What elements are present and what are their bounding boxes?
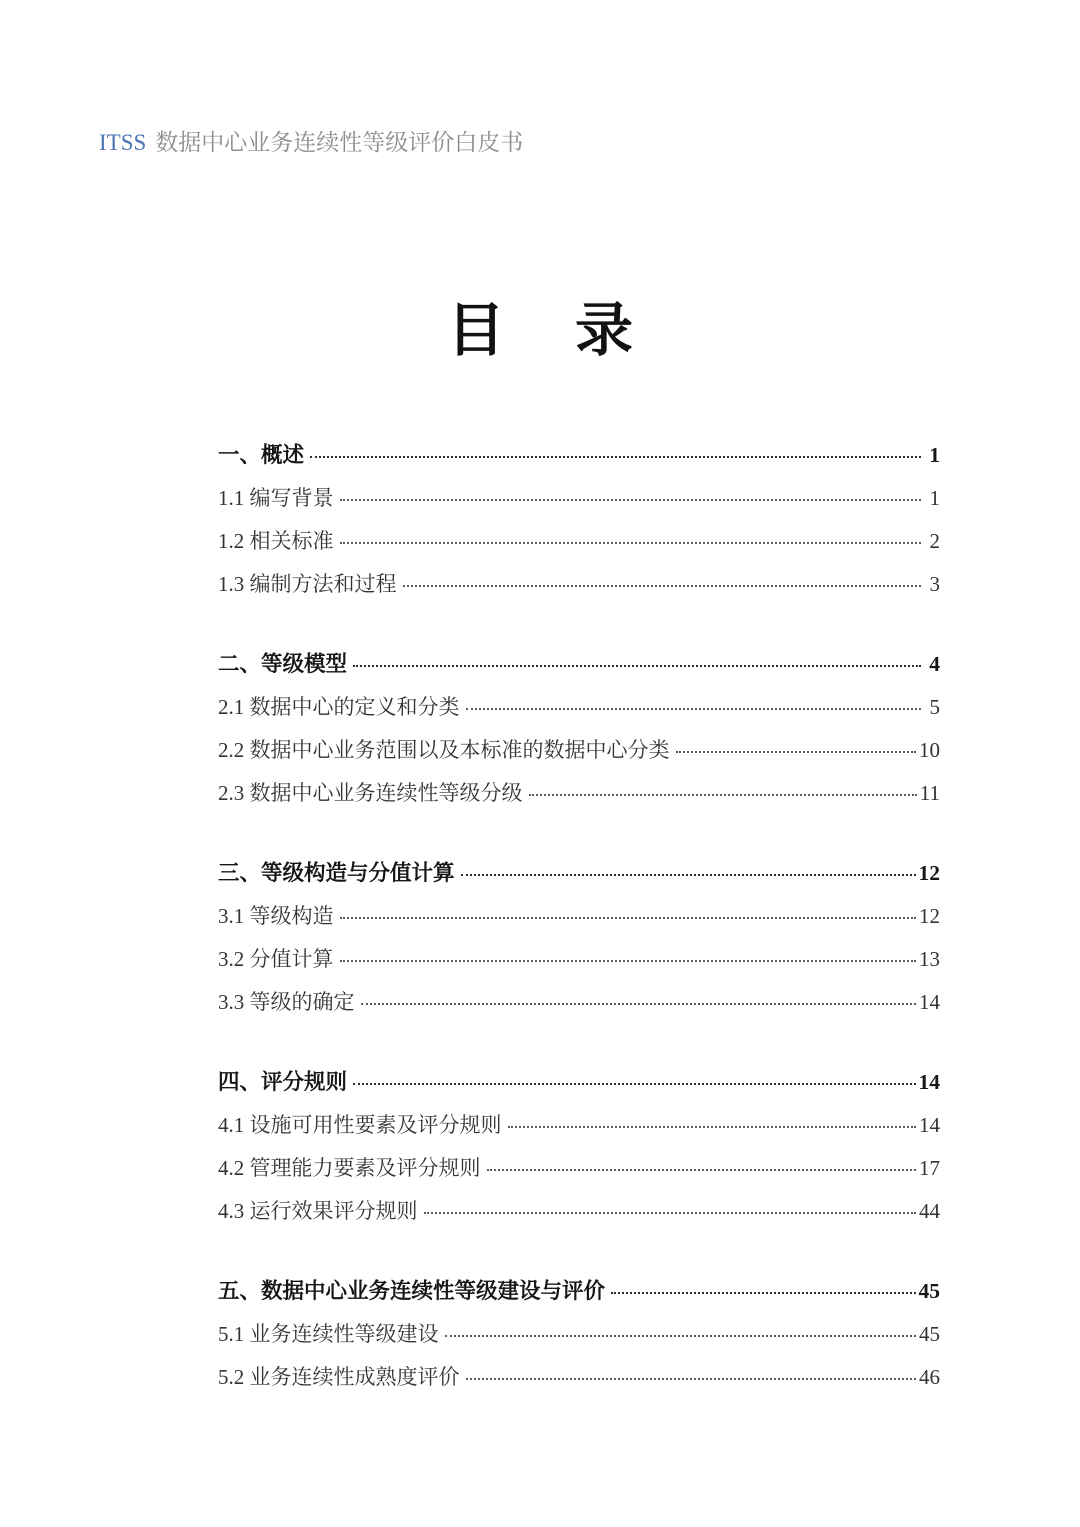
dot-leader bbox=[310, 456, 921, 458]
toc-entry-page: 46 bbox=[919, 1365, 940, 1389]
toc-entry-page: 2 bbox=[929, 529, 940, 553]
toc-item-row bbox=[218, 729, 940, 772]
toc-entry-label: 四、评分规则 bbox=[218, 1070, 348, 1094]
toc-item-row bbox=[218, 895, 940, 938]
dot-leader bbox=[353, 665, 921, 667]
dot-leader bbox=[508, 1126, 917, 1128]
toc-entry-page: 45 bbox=[919, 1322, 940, 1346]
toc-item-row bbox=[218, 772, 940, 815]
header-brand: ITSS bbox=[99, 130, 147, 155]
toc-entry-page: 17 bbox=[919, 1156, 940, 1180]
toc-heading-row bbox=[218, 852, 940, 895]
toc-heading-row bbox=[218, 643, 940, 686]
toc-entry-label: 5.2 业务连续性成熟度评价 bbox=[218, 1365, 460, 1389]
toc-group bbox=[218, 643, 940, 815]
toc-item-row bbox=[218, 563, 940, 606]
dot-leader bbox=[676, 751, 917, 753]
dot-leader bbox=[340, 960, 917, 962]
toc-entry-page: 3 bbox=[929, 572, 940, 596]
toc-group bbox=[218, 852, 940, 1024]
toc-entry-page: 14 bbox=[918, 1070, 940, 1094]
dot-leader bbox=[529, 794, 917, 796]
toc-entry-label: 1.2 相关标准 bbox=[218, 529, 334, 553]
page-title: 目 录 bbox=[446, 298, 639, 363]
toc-entry-page: 5 bbox=[929, 695, 940, 719]
toc-entry-label: 1.3 编制方法和过程 bbox=[218, 572, 397, 596]
toc-heading-row bbox=[218, 434, 940, 477]
dot-leader bbox=[361, 1003, 917, 1005]
toc-entry-label: 4.1 设施可用性要素及评分规则 bbox=[218, 1113, 502, 1137]
toc-entry-label: 三、等级构造与分值计算 bbox=[218, 861, 455, 885]
dot-leader bbox=[340, 542, 922, 544]
toc-group bbox=[218, 1270, 940, 1399]
toc-entry-label: 2.2 数据中心业务范围以及本标准的数据中心分类 bbox=[218, 738, 670, 762]
toc-item-row bbox=[218, 477, 940, 520]
toc-item-row bbox=[218, 520, 940, 563]
toc-item-row bbox=[218, 981, 940, 1024]
toc-heading-row bbox=[218, 1270, 940, 1313]
toc-entry-page: 12 bbox=[918, 861, 940, 885]
toc-item-row bbox=[218, 1313, 940, 1356]
toc-entry-label: 4.3 运行效果评分规则 bbox=[218, 1199, 418, 1223]
toc-item-row bbox=[218, 1147, 940, 1190]
toc-entry-label: 1.1 编写背景 bbox=[218, 486, 334, 510]
dot-leader bbox=[403, 585, 922, 587]
toc-item-row bbox=[218, 1190, 940, 1233]
dot-leader bbox=[461, 874, 916, 876]
toc-item-row bbox=[218, 938, 940, 981]
toc-entry-page: 14 bbox=[919, 1113, 940, 1137]
toc-heading-row bbox=[218, 1061, 940, 1104]
toc-entry-label: 2.1 数据中心的定义和分类 bbox=[218, 695, 460, 719]
dot-leader bbox=[353, 1083, 915, 1085]
toc-entry-label: 五、数据中心业务连续性等级建设与评价 bbox=[218, 1279, 606, 1303]
toc-entry-page: 1 bbox=[929, 443, 940, 467]
dot-leader bbox=[340, 917, 917, 919]
toc-entry-label: 3.3 等级的确定 bbox=[218, 990, 355, 1014]
toc-group bbox=[218, 1061, 940, 1233]
toc-entry-page: 45 bbox=[918, 1279, 940, 1303]
toc-item-row bbox=[218, 1104, 940, 1147]
toc-entry-label: 5.1 业务连续性等级建设 bbox=[218, 1322, 439, 1346]
toc-entry-page: 13 bbox=[919, 947, 940, 971]
toc-entry-page: 10 bbox=[919, 738, 940, 762]
dot-leader bbox=[466, 1378, 917, 1380]
toc-entry-label: 二、等级模型 bbox=[218, 652, 348, 676]
dot-leader bbox=[445, 1335, 917, 1337]
dot-leader bbox=[611, 1292, 915, 1294]
toc-entry-page: 4 bbox=[929, 652, 940, 676]
toc-item-row bbox=[218, 1356, 940, 1399]
table-of-contents bbox=[218, 434, 940, 1399]
toc-group bbox=[218, 434, 940, 606]
header-title: 数据中心业务连续性等级评价白皮书 bbox=[155, 130, 524, 155]
toc-entry-page: 12 bbox=[919, 904, 940, 928]
toc-item-row bbox=[218, 686, 940, 729]
toc-entry-page: 14 bbox=[919, 990, 940, 1014]
toc-entry-label: 3.1 等级构造 bbox=[218, 904, 334, 928]
dot-leader bbox=[466, 708, 922, 710]
toc-entry-page: 44 bbox=[919, 1199, 940, 1223]
toc-entry-label: 2.3 数据中心业务连续性等级分级 bbox=[218, 781, 523, 805]
dot-leader bbox=[340, 499, 922, 501]
toc-entry-label: 4.2 管理能力要素及评分规则 bbox=[218, 1156, 481, 1180]
dot-leader bbox=[424, 1212, 917, 1214]
document-header bbox=[99, 128, 523, 158]
toc-entry-page: 1 bbox=[929, 486, 940, 510]
toc-entry-page: 11 bbox=[919, 781, 940, 805]
toc-entry-label: 一、概述 bbox=[218, 443, 305, 467]
dot-leader bbox=[487, 1169, 917, 1171]
toc-entry-label: 3.2 分值计算 bbox=[218, 947, 334, 971]
